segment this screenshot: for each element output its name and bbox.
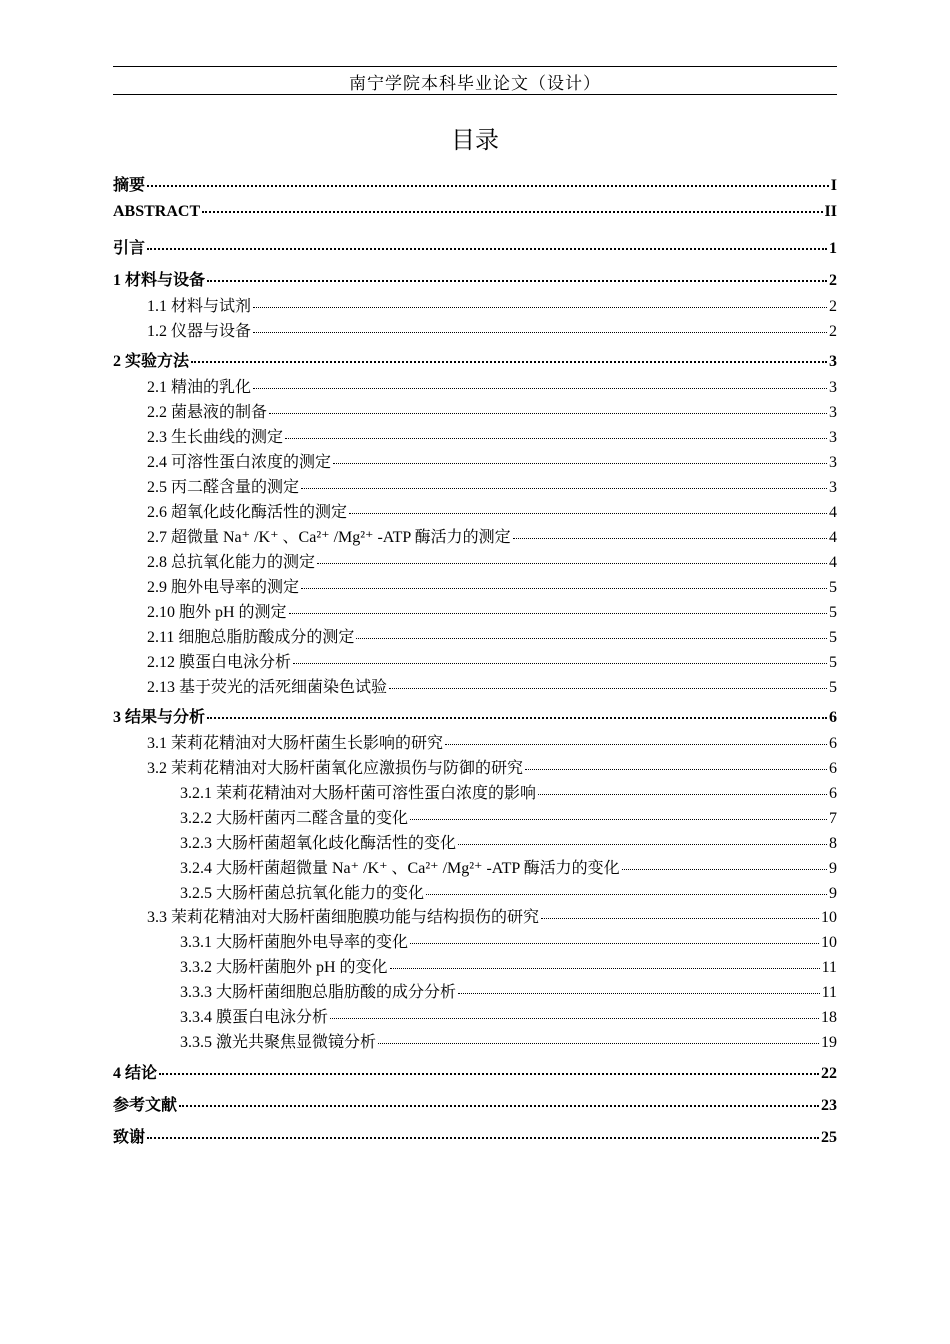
toc-entry[interactable] (113, 855, 837, 878)
toc-entry-label: 3.3.2 大肠杆菌胞外 pH 的变化 (180, 959, 388, 976)
toc-entry-label: 2.13 基于荧光的活死细菌染色试验 (147, 679, 388, 696)
toc-entry-page-number: 2 (829, 298, 837, 315)
toc-entry-label: 3.2.5 大肠杆菌总抗氧化能力的变化 (180, 885, 425, 902)
toc-entry-label: 致谢 (113, 1129, 146, 1146)
toc-entry-page-number: 3 (829, 479, 837, 496)
toc-entry-label: 3.2.1 茉莉花精油对大肠杆菌可溶性蛋白浓度的影响 (180, 785, 537, 802)
toc-entry[interactable] (113, 599, 837, 622)
toc-entry-label: 3.3.1 大肠杆菌胞外电导率的变化 (180, 934, 409, 951)
toc-entry-page-number: 5 (829, 654, 837, 671)
toc-entry-label: 3.2 茉莉花精油对大肠杆菌氧化应激损伤与防御的研究 (147, 760, 524, 777)
toc-entry[interactable] (113, 172, 837, 195)
dot-leader (541, 918, 819, 919)
dot-leader (289, 613, 827, 614)
toc-entry-page-number: 5 (829, 629, 837, 646)
dot-leader (147, 248, 827, 250)
toc-entry-page-number: 9 (829, 860, 837, 877)
dot-leader (378, 1043, 819, 1044)
toc-entry[interactable] (113, 780, 837, 803)
toc-entry-page-number: 4 (829, 529, 837, 546)
dot-leader (330, 1018, 819, 1019)
dot-leader (390, 968, 820, 969)
toc-entry[interactable] (113, 499, 837, 522)
toc-entry-label: ABSTRACT (113, 203, 201, 220)
toc-entry-page-number: 23 (821, 1097, 837, 1114)
dot-leader (622, 869, 827, 870)
toc-entry[interactable] (113, 549, 837, 572)
dot-leader (333, 463, 827, 464)
toc-entry-label: 2.6 超氧化歧化酶活性的测定 (147, 504, 348, 521)
toc-entry-label: 3.2.2 大肠杆菌丙二醛含量的变化 (180, 810, 409, 827)
dot-leader (253, 332, 827, 333)
dot-leader (179, 1105, 819, 1107)
dot-leader (426, 894, 827, 895)
dot-leader (253, 388, 827, 389)
toc-entry-page-number: 22 (821, 1065, 837, 1082)
toc-entry[interactable] (113, 1004, 837, 1027)
toc-entry-page-number: I (830, 177, 837, 194)
toc-entry-page-number: 3 (829, 454, 837, 471)
toc-entry-page-number: 11 (821, 959, 837, 976)
toc-entry[interactable] (113, 524, 837, 547)
dot-leader (147, 1137, 819, 1139)
toc-entry-label: 2.11 细胞总脂肪酸成分的测定 (147, 629, 355, 646)
toc-entry-page-number: 6 (829, 709, 837, 726)
dot-leader (147, 185, 829, 187)
toc-entry-label: 3.2.3 大肠杆菌超氧化歧化酶活性的变化 (180, 835, 457, 852)
toc-entry[interactable] (113, 235, 837, 258)
toc-entry[interactable] (113, 954, 837, 977)
dot-leader (410, 943, 819, 944)
toc-entry-label: 1.2 仪器与设备 (147, 323, 252, 340)
toc-entry-label: 引言 (113, 240, 146, 257)
dot-leader (191, 361, 827, 363)
dot-leader (445, 744, 827, 745)
dot-leader (159, 1073, 819, 1075)
toc-entry[interactable] (113, 1092, 837, 1115)
dot-leader (202, 211, 822, 213)
toc-entry[interactable] (113, 1029, 837, 1052)
toc-entry[interactable] (113, 755, 837, 778)
toc-entry-page-number: 11 (821, 984, 837, 1001)
toc-entry[interactable] (113, 830, 837, 853)
toc-entry-page-number: 7 (829, 810, 837, 827)
toc-entry-page-number: 8 (829, 835, 837, 852)
toc-entry-label: 摘要 (113, 177, 146, 194)
toc-entry[interactable] (113, 203, 837, 221)
toc-entry[interactable] (113, 374, 837, 397)
toc-entry-page-number: 5 (829, 679, 837, 696)
toc-entry-label: 3.2.4 大肠杆菌超微量 Na⁺ /K⁺ 、Ca²⁺ /Mg²⁺ -ATP 酶活力的变化 (180, 860, 620, 877)
toc-entry[interactable] (113, 293, 837, 316)
toc-entry-label: 3.3 茉莉花精油对大肠杆菌细胞膜功能与结构损伤的研究 (147, 909, 540, 926)
toc-entry-page-number: II (824, 203, 837, 220)
toc-entry-label: 3.3.3 大肠杆菌细胞总脂肪酸的成分分析 (180, 984, 457, 1001)
toc-entry-label: 3.3.5 激光共聚焦显微镜分析 (180, 1034, 377, 1051)
toc-entry-label: 2.7 超微量 Na⁺ /K⁺ 、Ca²⁺ /Mg²⁺ -ATP 酶活力的测定 (147, 529, 511, 546)
toc-entry-label: 2.8 总抗氧化能力的测定 (147, 554, 316, 571)
toc-entry[interactable] (113, 880, 837, 903)
dot-leader (269, 413, 827, 414)
toc-entry-page-number: 3 (829, 379, 837, 396)
toc-entry-label: 1 材料与设备 (113, 272, 206, 289)
toc-entry-label: 3.1 茉莉花精油对大肠杆菌生长影响的研究 (147, 735, 444, 752)
toc-title: 目录 (451, 126, 499, 154)
toc-entry-page-number: 9 (829, 885, 837, 902)
dot-leader (458, 844, 827, 845)
toc-entry-label: 2.2 菌悬液的制备 (147, 404, 268, 421)
dot-leader (317, 563, 827, 564)
toc-entry[interactable] (113, 399, 837, 422)
toc-entry-page-number: 6 (829, 785, 837, 802)
toc-entry[interactable] (113, 318, 837, 341)
toc-entry[interactable] (113, 449, 837, 472)
dot-leader (207, 717, 827, 719)
toc-entry-label: 参考文献 (113, 1097, 178, 1114)
toc-entry-page-number: 18 (821, 1009, 837, 1026)
toc-entry-page-number: 1 (829, 240, 837, 257)
toc-entry-label: 2 实验方法 (113, 353, 190, 370)
toc-entry-label: 2.10 胞外 pH 的测定 (147, 604, 287, 621)
toc-entry[interactable] (113, 624, 837, 647)
dot-leader (349, 513, 827, 514)
toc-entry-label: 4 结论 (113, 1065, 158, 1082)
toc-entry[interactable] (113, 674, 837, 697)
toc-entry-label: 2.4 可溶性蛋白浓度的测定 (147, 454, 332, 471)
toc-entry-label: 3 结果与分析 (113, 709, 206, 726)
toc-entry-page-number: 2 (829, 272, 837, 289)
toc-entry-label: 2.5 丙二醛含量的测定 (147, 479, 300, 496)
toc-entry[interactable] (113, 1124, 837, 1147)
dot-leader (356, 638, 827, 639)
toc-entry-label: 2.12 膜蛋白电泳分析 (147, 654, 292, 671)
toc-entry-page-number: 6 (829, 760, 837, 777)
toc-entry-page-number: 6 (829, 735, 837, 752)
dot-leader (293, 663, 827, 664)
running-header: 南宁学院本科毕业论文（设计） (349, 74, 601, 93)
toc-entry[interactable] (113, 805, 837, 828)
toc-entry-page-number: 19 (821, 1034, 837, 1051)
toc-entry-page-number: 25 (821, 1129, 837, 1146)
toc-entry-page-number: 3 (829, 353, 837, 370)
toc-entry-label: 2.3 生长曲线的测定 (147, 429, 284, 446)
toc-entry[interactable] (113, 574, 837, 597)
toc-entry[interactable] (113, 979, 837, 1002)
dot-leader (458, 993, 820, 994)
dot-leader (513, 538, 827, 539)
toc-entry-page-number: 5 (829, 579, 837, 596)
toc-entry[interactable] (113, 348, 837, 371)
toc-entry[interactable] (113, 704, 837, 727)
dot-leader (285, 438, 827, 439)
dot-leader (410, 819, 827, 820)
toc-entry-label: 2.1 精油的乳化 (147, 379, 252, 396)
toc-entry[interactable] (113, 474, 837, 497)
toc-entry[interactable] (113, 1060, 837, 1083)
toc-entry-label: 3.3.4 膜蛋白电泳分析 (180, 1009, 329, 1026)
toc-entry[interactable] (113, 649, 837, 672)
toc-entry-page-number: 4 (829, 504, 837, 521)
toc-entry-label: 2.9 胞外电导率的测定 (147, 579, 300, 596)
toc-entry[interactable] (113, 904, 837, 927)
toc-entry-page-number: 3 (829, 404, 837, 421)
toc-entry-page-number: 4 (829, 554, 837, 571)
dot-leader (301, 488, 827, 489)
toc-entry[interactable] (113, 267, 837, 290)
dot-leader (538, 794, 827, 795)
toc-entry[interactable] (113, 424, 837, 447)
dot-leader (301, 588, 827, 589)
toc-entry[interactable] (113, 730, 837, 753)
dot-leader (389, 688, 827, 689)
toc-entry-page-number: 5 (829, 604, 837, 621)
dot-leader (253, 307, 827, 308)
toc-entry-label: 1.1 材料与试剂 (147, 298, 252, 315)
table-of-contents (113, 0, 837, 1344)
toc-entry-page-number: 2 (829, 323, 837, 340)
toc-entry[interactable] (113, 929, 837, 952)
toc-entry-page-number: 10 (821, 934, 837, 951)
toc-entry-page-number: 10 (821, 909, 837, 926)
toc-entry-page-number: 3 (829, 429, 837, 446)
dot-leader (525, 769, 827, 770)
dot-leader (207, 280, 827, 282)
